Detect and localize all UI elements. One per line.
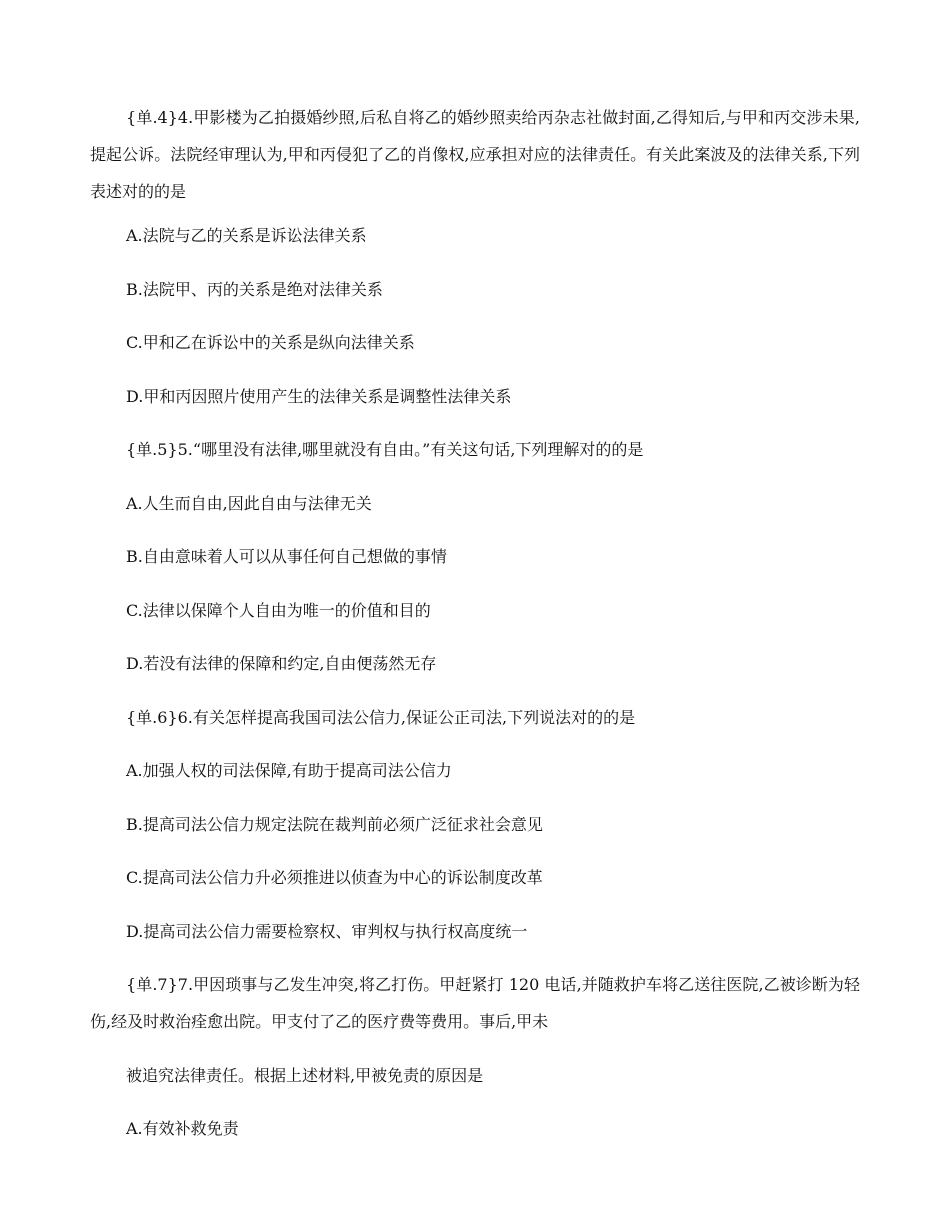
question-7-stem-continued: 被追究法律责任。根据上述材料,甲被免责的原因是 [126, 1066, 484, 1085]
question-4-option-d: D.甲和丙因照片使用产生的法律关系是调整性法律关系 [126, 387, 512, 406]
question-4-option-a: A.法院与乙的关系是诉讼法律关系 [126, 226, 367, 245]
question-6-option-c: C.提高司法公信力升必须推进以侦查为中心的诉讼制度改革 [126, 868, 543, 887]
question-5-option-a: A.人生而自由,因此自由与法律无关 [126, 494, 372, 513]
question-4-option-c: C.甲和乙在诉讼中的关系是纵向法律关系 [126, 333, 415, 352]
question-7-option-a: A.有效补救免责 [126, 1119, 239, 1138]
question-6-option-b: B.提高司法公信力规定法院在裁判前必须广泛征求社会意见 [126, 815, 543, 834]
question-6-option-a: A.加强人权的司法保障,有助于提高司法公信力 [126, 761, 452, 780]
question-4-option-b: B.法院甲、丙的关系是绝对法律关系 [126, 280, 383, 299]
question-5-option-d: D.若没有法律的保障和约定,自由便荡然无存 [126, 654, 437, 673]
question-6-stem: {单.6}6.有关怎样提高我国司法公信力,保证公正司法,下列说法对的的是 [126, 708, 636, 727]
question-5-option-b: B.自由意味着人可以从事任何自己想做的事情 [126, 547, 447, 566]
question-4-stem: {单.4}4.甲影楼为乙拍摄婚纱照,后私自将乙的婚纱照卖给丙杂志社做封面,乙得知后,与甲和丙交涉未果,提起公诉。法院经审理认为,甲和丙侵犯了乙的肖像权,应承担对应的法律责任。有关此案波及的法律关系,下列表述对的的是 [90, 108, 860, 201]
question-5-option-c: C.法律以保障个人自由为唯一的价值和目的 [126, 601, 431, 620]
question-7-stem: {单.7}7.甲因琐事与乙发生冲突,将乙打伤。甲赶紧打 120 电话,并随救护车将乙送往医院,乙被诊断为轻伤,经及时救治痊愈出院。甲支付了乙的医疗费等费用。事后,甲未 [90, 975, 860, 1031]
question-5-stem: {单.5}5.“哪里没有法律,哪里就没有自由。”有关这句话,下列理解对的的是 [126, 440, 644, 459]
question-6-option-d: D.提高司法公信力需要检察权、审判权与执行权高度统一 [126, 922, 528, 941]
